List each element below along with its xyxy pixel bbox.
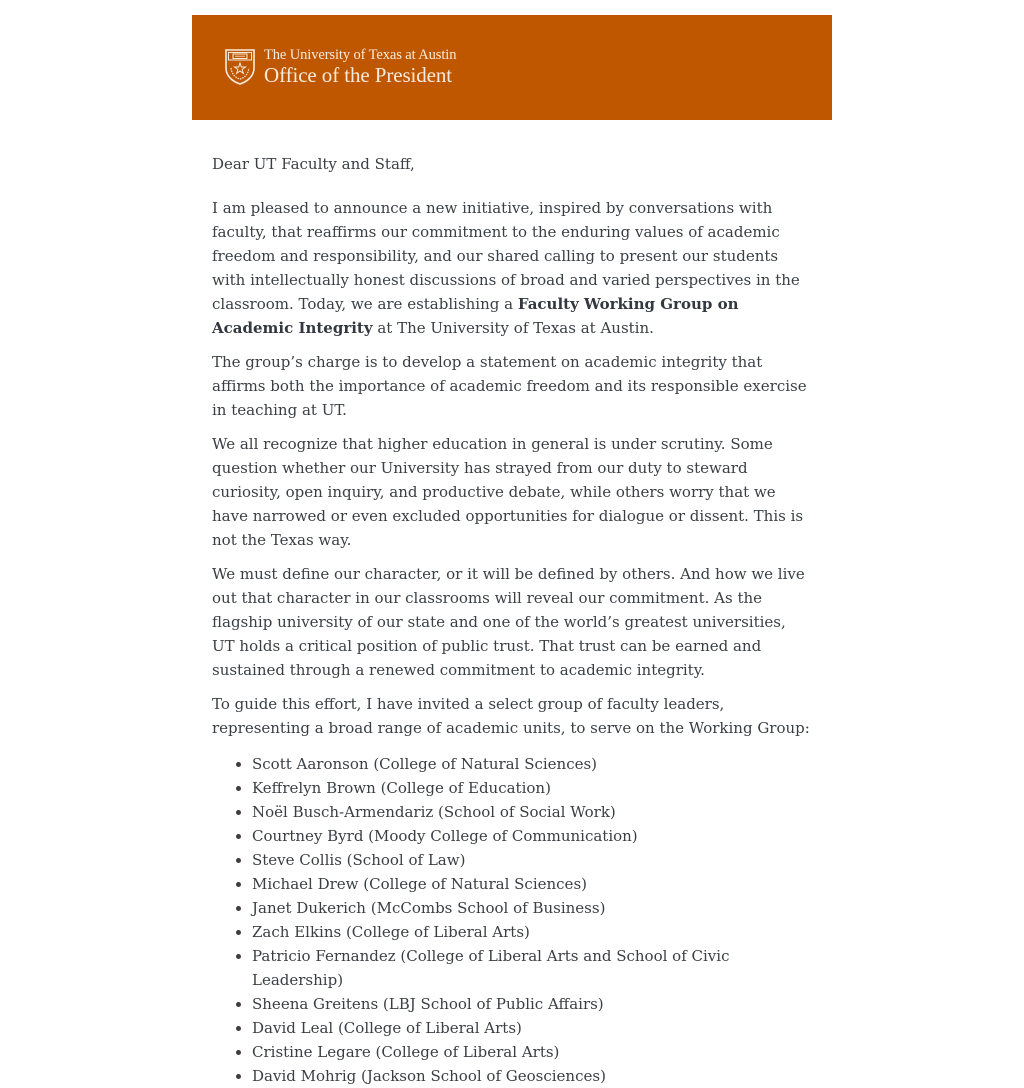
office-name: Office of the President xyxy=(264,62,453,87)
letter-body xyxy=(192,120,832,1088)
paragraph-announcement: I am pleased to announce a new initiative, inspired by conversations with faculty, that reaffirms our commitment to the enduring values of academic freedom and responsibility, and our shared calling to present our students with intellectually honest discussions of broad and varied perspectives in the classroom. Today, we are establishing a Faculty Working Group on Academic Integrity at The University of Texas at Austin. xyxy=(212,199,800,337)
email-message xyxy=(192,15,832,1088)
list-item: • Keffrelyn Brown (College of Education) xyxy=(252,776,812,800)
paragraph-scrutiny: We all recognize that higher education in general is under scrutiny. Some question whether our University has strayed from our duty to steward curiosity, open inquiry, and productive debate, while others worry that we have narrowed or even excluded opportunities for dialogue or dissent. This is not the Texas way. xyxy=(212,435,804,549)
list-item: • David Leal (College of Liberal Arts) xyxy=(252,1016,812,1040)
working-group-name: Faculty Working Group on Academic Integrity xyxy=(212,295,739,337)
list-item: • Scott Aaronson (College of Natural Sciences) xyxy=(252,752,812,776)
paragraph-character: We must define our character, or it will be defined by others. And how we live out that character in our classrooms will reveal our commitment. As the flagship university of our state and one of the world’s greatest universities, UT holds a critical position of public trust. That trust can be earned and sustained through a renewed commitment to academic integrity. xyxy=(212,565,805,679)
list-item: • Cristine Legare (College of Liberal Arts) xyxy=(252,1040,812,1064)
list-item: • David Mohrig (Jackson School of Geosciences) xyxy=(252,1064,812,1088)
university-name: The University of Texas at Austin xyxy=(264,47,457,64)
greeting: Dear UT Faculty and Staff, xyxy=(212,155,415,173)
list-item: • Zach Elkins (College of Liberal Arts) xyxy=(252,920,812,944)
list-item: • Courtney Byrd (Moody College of Communication) xyxy=(252,824,812,848)
office-logo xyxy=(224,48,456,86)
paragraph-charge: The group’s charge is to develop a statement on academic integrity that affirms both the importance of academic freedom and its responsible exercise in teaching at UT. xyxy=(212,353,807,419)
list-item: • Michael Drew (College of Natural Sciences) xyxy=(252,872,812,896)
paragraph-invitation: To guide this effort, I have invited a select group of faculty leaders, representing a broad range of academic units, to serve on the Working Group: xyxy=(212,695,810,737)
list-item: • Noël Busch-Armendariz (School of Social Work) xyxy=(252,800,812,824)
list-item: • Steve Collis (School of Law) xyxy=(252,848,812,872)
list-item: • Sheena Greitens (LBJ School of Public Affairs) xyxy=(252,992,812,1016)
member-list xyxy=(212,752,812,1088)
list-item: • Patricio Fernandez (College of Liberal Arts and School of Civic Leadership) xyxy=(252,944,812,992)
list-item: • Janet Dukerich (McCombs School of Business) xyxy=(252,896,812,920)
ut-shield-icon xyxy=(224,48,256,86)
header-banner xyxy=(192,15,832,120)
